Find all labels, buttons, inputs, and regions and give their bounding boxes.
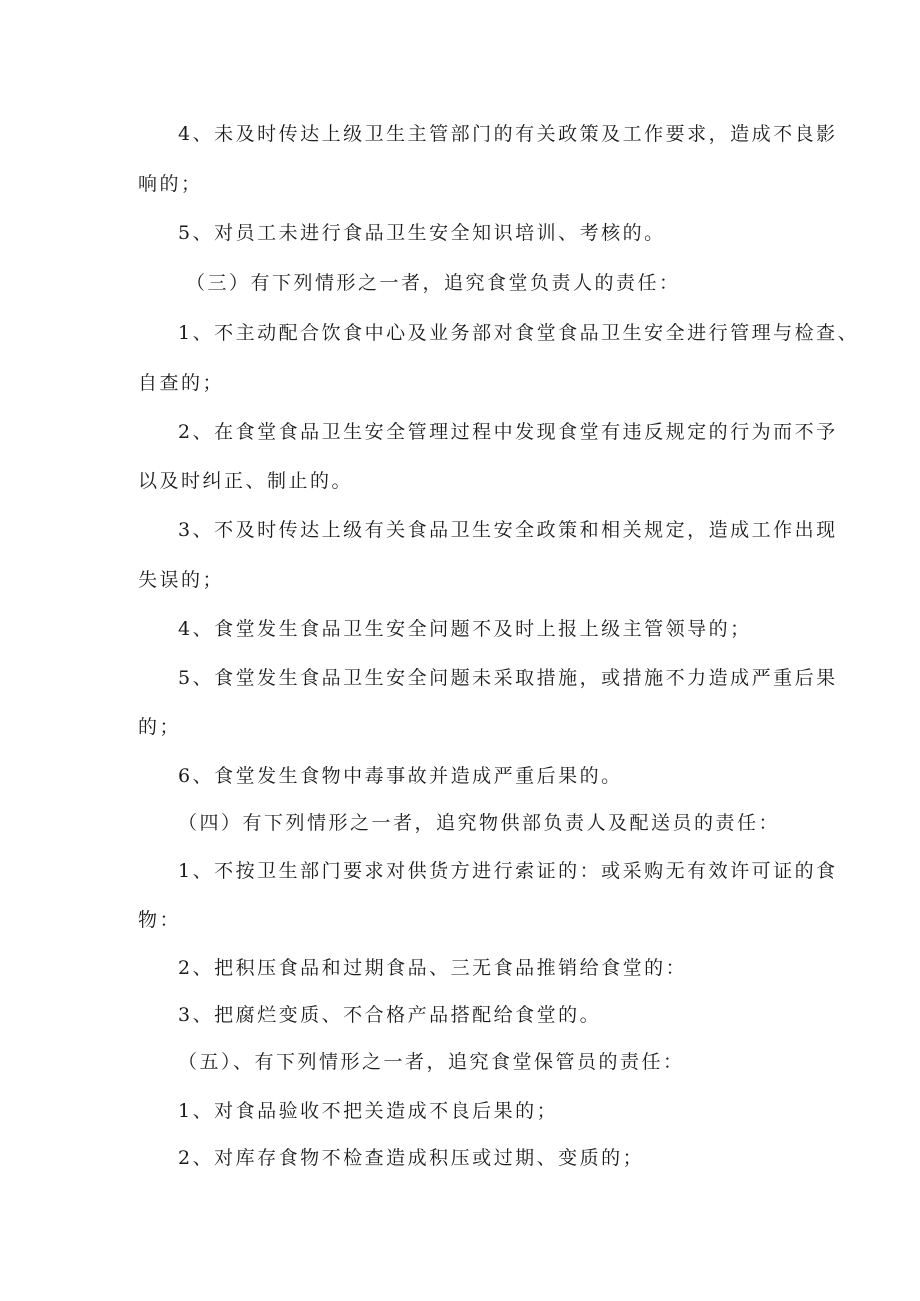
paragraph-line: 1、对食品验收不把关造成不良后果的； bbox=[178, 1100, 559, 1122]
paragraph-line: 物： bbox=[138, 909, 182, 931]
paragraph-line: 的； bbox=[138, 716, 182, 738]
paragraph-line: 自查的； bbox=[138, 372, 225, 394]
section-heading: （五）、有下列情形之一者，追究食堂保管员的责任： bbox=[178, 1051, 685, 1073]
paragraph-line: 6、食堂发生食物中毒事故并造成严重后果的。 bbox=[178, 765, 623, 787]
paragraph-line: 响的； bbox=[138, 173, 203, 195]
paragraph-line: 3、把腐烂变质、不合格产品搭配给食堂的。 bbox=[178, 1004, 602, 1026]
paragraph-line: 1、不按卫生部门要求对供货方进行索证的：或采购无有效许可证的食 bbox=[178, 860, 838, 882]
paragraph-line: 5、食堂发生食品卫生安全问题未采取措施，或措施不力造成严重后果 bbox=[178, 667, 838, 689]
paragraph-line: 5、对员工未进行食品卫生安全知识培训、考核的。 bbox=[178, 222, 666, 244]
paragraph-line: 以及时纠正、制止的。 bbox=[138, 470, 354, 492]
paragraph-line: 4、未及时传达上级卫生主管部门的有关政策及工作要求，造成不良影 bbox=[178, 123, 838, 145]
paragraph-line: 2、对库存食物不检查造成积压或过期、变质的； bbox=[178, 1147, 645, 1169]
section-heading: （四）有下列情形之一者，追究物供部负责人及配送员的责任： bbox=[178, 812, 781, 834]
paragraph-line: 2、在食堂食品卫生安全管理过程中发现食堂有违反规定的行为而不予 bbox=[178, 421, 838, 443]
paragraph-line: 1、不主动配合饮食中心及业务部对食堂食品卫生安全进行管理与检查、 bbox=[178, 322, 860, 344]
paragraph-line: 2、把积压食品和过期食品、三无食品推销给食堂的： bbox=[178, 957, 688, 979]
paragraph-line: 3、不及时传达上级有关食品卫生安全政策和相关规定，造成工作出现 bbox=[178, 519, 838, 541]
paragraph-line: 失误的； bbox=[138, 569, 225, 591]
section-heading: （三）有下列情形之一者，追究食堂负责人的责任： bbox=[186, 272, 681, 294]
paragraph-line: 4、食堂发生食品卫生安全问题不及时上报上级主管领导的； bbox=[178, 618, 752, 640]
